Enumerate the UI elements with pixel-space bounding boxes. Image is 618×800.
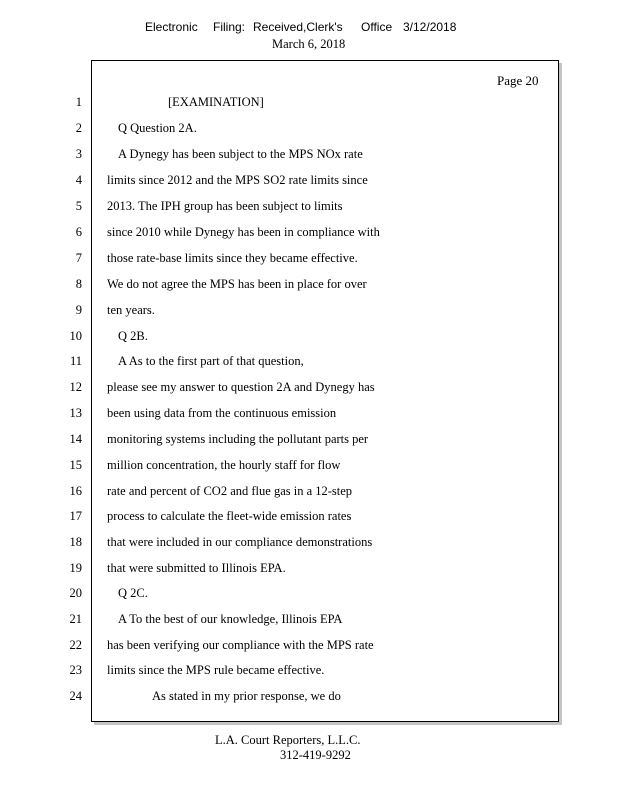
line-text: A Dynegy has been subject to the MPS NOx rate bbox=[118, 147, 363, 161]
transcript-line bbox=[0, 147, 618, 165]
header-filed-date: 3/12/2018 bbox=[403, 20, 457, 34]
line-text: ten years. bbox=[107, 303, 155, 317]
line-number: 9 bbox=[75, 303, 82, 317]
line-text: that were submitted to Illinois EPA. bbox=[107, 561, 286, 575]
line-number: 23 bbox=[69, 663, 82, 677]
transcript-line bbox=[0, 561, 618, 579]
transcript-line bbox=[0, 663, 618, 681]
line-text: those rate-base limits since they became effective. bbox=[107, 251, 358, 265]
line-number: 1 bbox=[75, 95, 82, 109]
line-text: [EXAMINATION] bbox=[168, 95, 264, 109]
line-number: 15 bbox=[69, 458, 82, 472]
transcript-line bbox=[0, 484, 618, 502]
line-number: 11 bbox=[69, 354, 82, 368]
line-number: 2 bbox=[75, 121, 82, 135]
transcript-line bbox=[0, 432, 618, 450]
transcript-line bbox=[0, 173, 618, 191]
line-text: that were included in our compliance demonstrations bbox=[107, 535, 373, 549]
line-text: monitoring systems including the pollutant parts per bbox=[107, 432, 369, 446]
transcript-line bbox=[0, 354, 618, 372]
line-text: been using data from the continuous emission bbox=[107, 406, 337, 420]
line-number: 20 bbox=[69, 586, 82, 600]
transcript-line bbox=[0, 251, 618, 269]
transcript-line bbox=[0, 329, 618, 347]
line-number: 6 bbox=[75, 225, 82, 239]
transcript-line bbox=[0, 535, 618, 553]
line-number: 14 bbox=[69, 432, 82, 446]
line-number: 19 bbox=[69, 561, 82, 575]
line-text: A To the best of our knowledge, Illinois EPA bbox=[118, 612, 343, 626]
transcript-line bbox=[0, 95, 618, 113]
line-text: We do not agree the MPS has been in place for over bbox=[107, 277, 367, 291]
line-number: 8 bbox=[75, 277, 82, 291]
line-text: process to calculate the fleet-wide emission rates bbox=[107, 509, 352, 523]
line-text: since 2010 while Dynegy has been in compliance with bbox=[107, 225, 380, 239]
line-text: Q 2C. bbox=[118, 586, 148, 600]
line-text: million concentration, the hourly staff for flow bbox=[107, 458, 341, 472]
page-number: Page 20 bbox=[497, 73, 539, 88]
line-text: limits since 2012 and the MPS SO2 rate limits since bbox=[107, 173, 368, 187]
header-received: Received,Clerk's bbox=[253, 20, 343, 34]
line-number: 12 bbox=[69, 380, 82, 394]
transcript-line bbox=[0, 406, 618, 424]
line-number: 3 bbox=[75, 147, 82, 161]
transcript-date: March 6, 2018 bbox=[272, 37, 346, 51]
transcript-line bbox=[0, 586, 618, 604]
header-office: Office bbox=[361, 20, 393, 34]
header-electronic: Electronic bbox=[145, 20, 198, 34]
line-number: 13 bbox=[69, 406, 82, 420]
court-reporter-name: L.A. Court Reporters, L.L.C. bbox=[215, 733, 361, 747]
transcript-line bbox=[0, 277, 618, 295]
transcript-line bbox=[0, 121, 618, 139]
line-text: As stated in my prior response, we do bbox=[152, 689, 341, 703]
line-text: 2013. The IPH group has been subject to limits bbox=[107, 199, 343, 213]
line-text: Q 2B. bbox=[118, 329, 148, 343]
line-text: please see my answer to question 2A and Dynegy has bbox=[107, 380, 375, 394]
transcript-line bbox=[0, 509, 618, 527]
line-text: limits since the MPS rule became effective. bbox=[107, 663, 325, 677]
line-number: 21 bbox=[69, 612, 82, 626]
line-text: A As to the first part of that question, bbox=[118, 354, 304, 368]
line-number: 17 bbox=[69, 509, 82, 523]
transcript-line bbox=[0, 612, 618, 630]
line-number: 7 bbox=[75, 251, 82, 265]
transcript-line bbox=[0, 689, 618, 707]
transcript-line bbox=[0, 199, 618, 217]
line-number: 18 bbox=[69, 535, 82, 549]
transcript-line bbox=[0, 638, 618, 656]
line-number: 5 bbox=[75, 199, 82, 213]
line-text: has been verifying our compliance with the MPS rate bbox=[107, 638, 374, 652]
transcript-line bbox=[0, 380, 618, 398]
line-number: 4 bbox=[75, 173, 82, 187]
line-number: 10 bbox=[69, 329, 82, 343]
line-number: 16 bbox=[69, 484, 82, 498]
line-number: 24 bbox=[69, 689, 82, 703]
header-filing: Filing: bbox=[213, 20, 246, 34]
line-number: 22 bbox=[69, 638, 82, 652]
line-text: rate and percent of CO2 and flue gas in a 12-step bbox=[107, 484, 353, 498]
transcript-line bbox=[0, 303, 618, 321]
transcript-line bbox=[0, 225, 618, 243]
line-text: Q Question 2A. bbox=[118, 121, 197, 135]
transcript-line bbox=[0, 458, 618, 476]
court-reporter-phone: 312-419-9292 bbox=[280, 748, 351, 762]
